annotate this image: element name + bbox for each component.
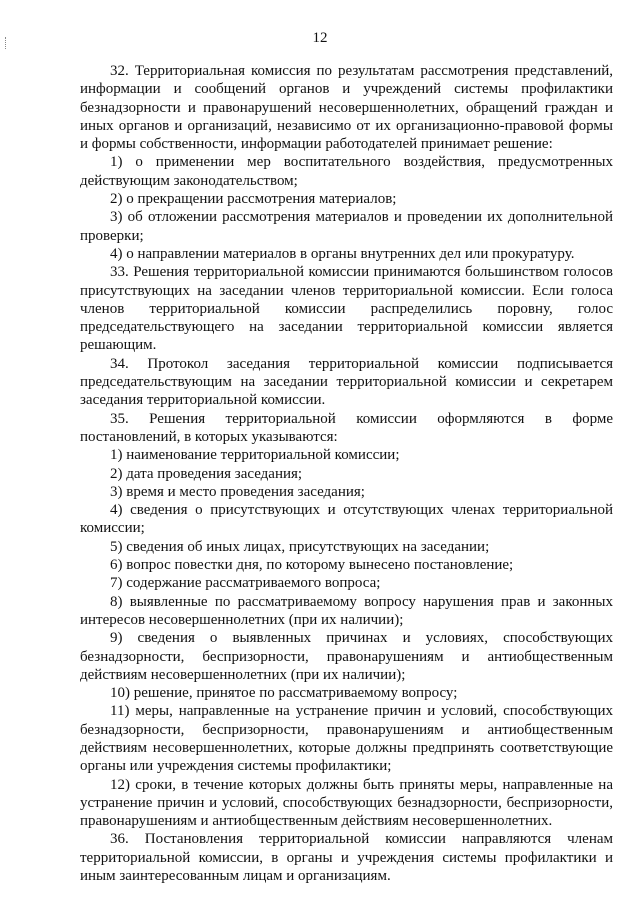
document-body: [80, 62, 613, 885]
list-item-35-5: 5) сведения об иных лицах, присутствующих на заседании;: [110, 538, 490, 555]
list-item-35-7: 7) содержание рассматриваемого вопроса;: [110, 575, 381, 592]
list-item-35-8: 8) выявленные по рассматриваемому вопросу нарушения прав и законных интересов несовершеннолетних (при их наличии);: [80, 593, 613, 628]
list-item-32-4: 4) о направлении материалов в органы внутренних дел или прокуратуру.: [110, 245, 575, 262]
paragraph-32: 32. Территориальная комиссия по результатам рассмотрения представлений, информации и сообщений органов и учреждений системы профилактики безнадзорности и правонарушений несовершеннолетних, обращений граждан и иных органов и организаций, независимо от их организационно-правовой формы и формы собственности, информации работодателей принимает решение:: [80, 63, 613, 153]
list-item-35-11: 11) меры, направленные на устранение причин и условий, способствующих безнадзорности, беспризорности, правонарушениям и антиобщественным действиям несовершеннолетних, которые должны предпринять соответствующие органы или учреждения системы профилактики;: [80, 703, 613, 775]
list-item-32-3: 3) об отложении рассмотрения материалов и проведении их дополнительной проверки;: [80, 209, 613, 244]
list-item-35-2: 2) дата проведения заседания;: [110, 465, 303, 482]
list-item-35-3: 3) время и место проведения заседания;: [110, 483, 365, 500]
page-number: 12: [312, 30, 328, 46]
paragraph-34: 34. Протокол заседания территориальной комиссии подписывается председательствующим на заседании территориальной комиссии и секретарем заседания территориальной комиссии.: [80, 355, 613, 409]
paragraph-33: 33. Решения территориальной комиссии принимаются большинством голосов присутствующих на заседании членов территориальной комиссии. Если голоса членов территориальной комиссии распределились поровну, голос председательствующего на заседании территориальной комиссии является решающим.: [80, 264, 613, 354]
list-item-35-9: 9) сведения о выявленных причинах и условиях, способствующих безнадзорности, беспризорности, правонарушениям и антиобщественным действиям несовершеннолетних (при их наличии);: [80, 630, 613, 683]
list-item-35-4: 4) сведения о присутствующих и отсутствующих членах территориальной комиссии;: [80, 502, 613, 537]
list-item-32-2: 2) о прекращении рассмотрения материалов;: [110, 191, 397, 208]
list-item-35-1: 1) наименование территориальной комиссии;: [110, 447, 400, 464]
paragraph-35: 35. Решения территориальной комиссии оформляются в форме постановлений, в которых указываются:: [80, 410, 613, 445]
list-item-35-10: 10) решение, принятое по рассматриваемому вопросу;: [110, 685, 458, 702]
paragraph-36: 36. Постановления территориальной комиссии направляются членам территориальной комиссии, в органы и учреждения системы профилактики и иным заинтересованным лицам и организациям.: [80, 831, 613, 885]
list-item-35-6: 6) вопрос повестки дня, по которому вынесено постановление;: [110, 557, 514, 574]
list-item-32-1: 1) о применении мер воспитательного воздействия, предусмотренных действующим законодательством;: [80, 154, 613, 189]
list-item-35-12: 12) сроки, в течение которых должны быть приняты меры, направленные на устранение причин и условий, способствующих безнадзорности, беспризорности, правонарушениям и антиобщественным действиям несовершеннолетних.: [80, 776, 613, 830]
